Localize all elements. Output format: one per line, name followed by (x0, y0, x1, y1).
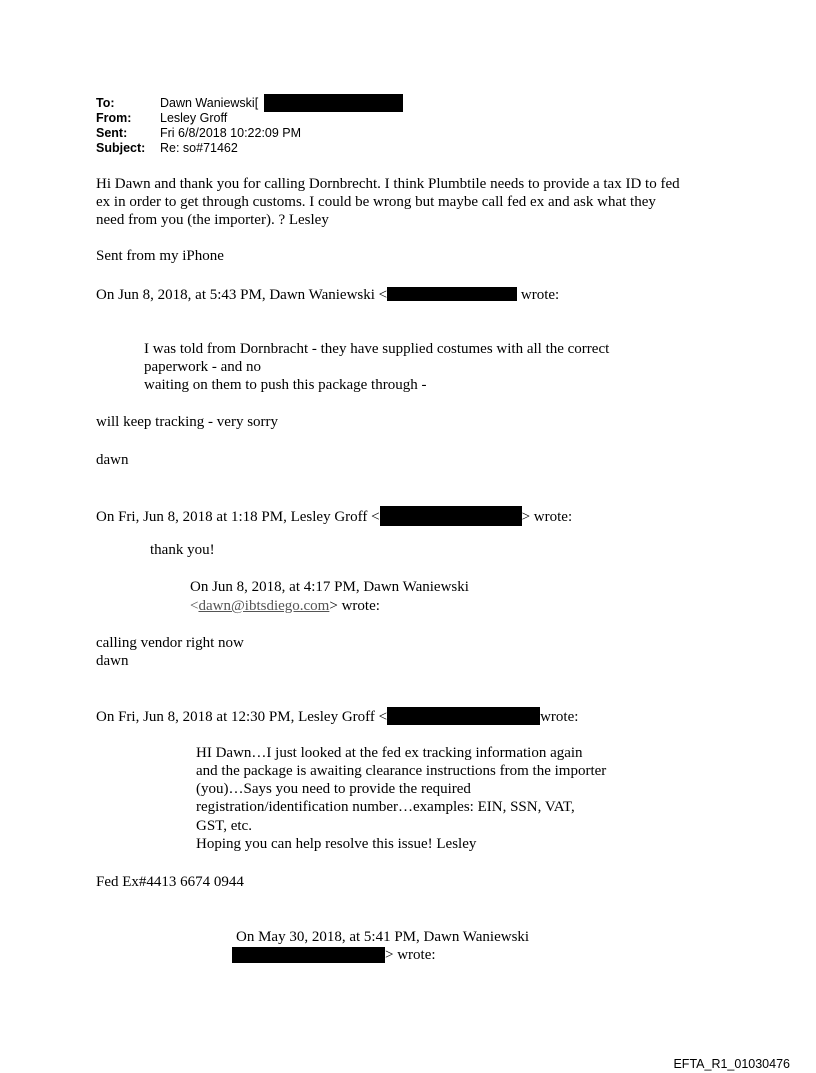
quote5-wrote: > wrote: (385, 947, 436, 963)
quote2-attribution-text: On Fri, Jun 8, 2018 at 1:18 PM, Lesley Groff < (96, 509, 380, 525)
calling-vendor: calling vendor right now (96, 635, 244, 651)
quote1-wrote: wrote: (517, 287, 560, 303)
redaction-quote2-email (380, 506, 522, 526)
quote4-attribution-text: On Fri, Jun 8, 2018 at 12:30 PM, Lesley Groff < (96, 709, 388, 725)
quote3-lt: < (190, 598, 199, 614)
keep-tracking: will keep tracking - very sorry (96, 414, 279, 430)
quote1-line-3: waiting on them to push this package through - (144, 377, 427, 393)
to-value: Dawn Waniewski[ (160, 96, 259, 110)
quote3-wrote: > wrote: (329, 598, 380, 614)
from-label: From: (96, 111, 132, 125)
quote1-line-2: paperwork - and no (144, 359, 262, 375)
sent-from-iphone: Sent from my iPhone (96, 248, 224, 264)
quote4-line-4: registration/identification number…examples: EIN, SSN, VAT, (196, 799, 575, 815)
document-id: EFTA_R1_01030476 (673, 1057, 790, 1071)
quote1-line-1: I was told from Dornbracht - they have supplied costumes with all the correct (144, 341, 610, 357)
quote4-line-3: (you)…Says you need to provide the required (196, 781, 471, 797)
redaction-quote4-email (387, 707, 540, 725)
reply-line-3: need from you (the importer). ? Lesley (96, 212, 329, 228)
quote4-line-6: Hoping you can help resolve this issue! Lesley (196, 836, 477, 852)
dawn-email-link[interactable]: dawn@ibtsdiego.com (198, 598, 330, 614)
redaction-quote1-email (387, 287, 517, 301)
from-value: Lesley Groff (160, 111, 228, 125)
quote1-attribution (96, 286, 559, 305)
quote1-attribution-text: On Jun 8, 2018, at 5:43 PM, Dawn Waniewski < (96, 287, 388, 303)
quote5-attribution: On May 30, 2018, at 5:41 PM, Dawn Waniewski (236, 929, 530, 945)
sent-value: Fri 6/8/2018 10:22:09 PM (160, 126, 302, 140)
to-label: To: (96, 96, 115, 110)
reply-line-1: Hi Dawn and thank you for calling Dornbrecht. I think Plumbtile needs to provide a tax ID to fed (96, 176, 680, 192)
signature-dawn-1: dawn (96, 452, 129, 468)
quote4-wrote: wrote: (540, 709, 579, 725)
quote4-attribution (96, 707, 578, 727)
quote4-line-5: GST, etc. (196, 818, 252, 834)
thank-you: thank you! (150, 542, 215, 558)
quote2-wrote: > wrote: (521, 509, 573, 525)
quote4-line-1: HI Dawn…I just looked at the fed ex tracking information again (196, 745, 583, 761)
subject-value: Re: so#71462 (160, 141, 238, 155)
quote3-attribution: On Jun 8, 2018, at 4:17 PM, Dawn Waniewski (190, 579, 469, 595)
reply-line-2: ex in order to get through customs. I could be wrong but maybe call fed ex and ask what they (96, 194, 656, 210)
redaction-quote5-email (232, 947, 385, 963)
subject-label: Subject: (96, 141, 146, 155)
quote2-attribution (96, 506, 572, 527)
sent-label: Sent: (96, 126, 128, 140)
quote3-email-line (190, 597, 380, 616)
redaction-to-email (264, 94, 403, 112)
signature-dawn-2: dawn (96, 653, 129, 669)
quote4-line-2: and the package is awaiting clearance instructions from the importer (196, 763, 607, 779)
fedex-tracking-number: Fed Ex#4413 6674 0944 (96, 874, 244, 890)
quote5-email-line (232, 946, 436, 965)
